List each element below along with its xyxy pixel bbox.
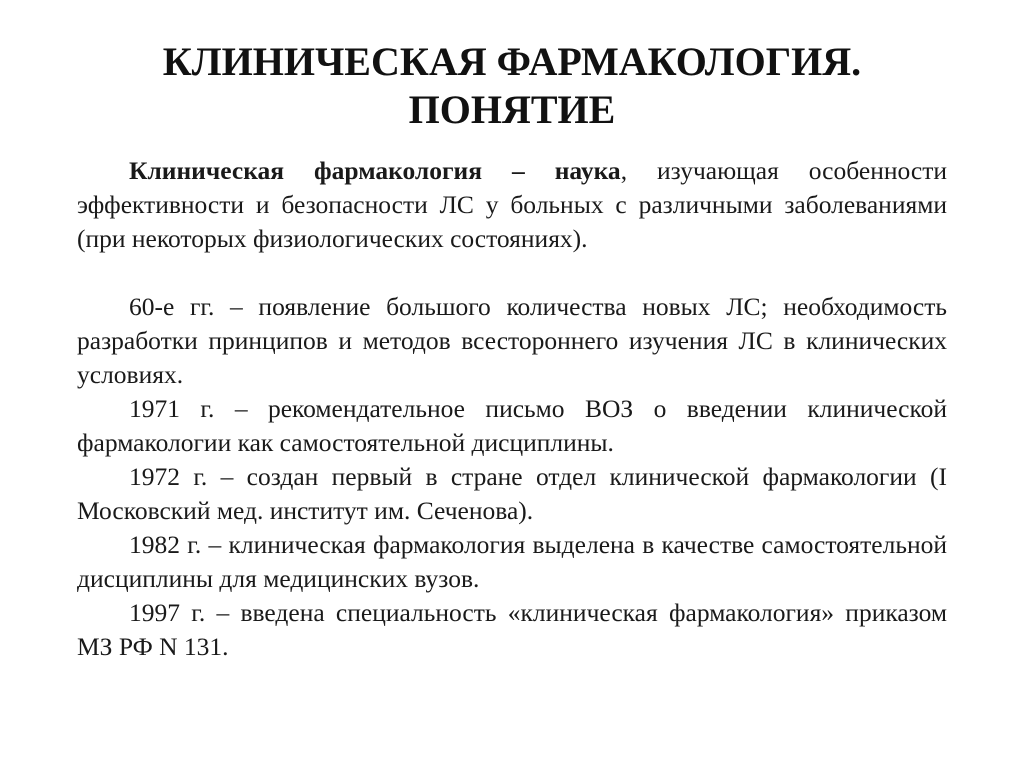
- definition-term: Клиническая фармакология: [129, 156, 483, 185]
- title-line-1: КЛИНИЧЕСКАЯ ФАРМАКОЛОГИЯ.: [162, 39, 862, 84]
- title-line-2: ПОНЯТИЕ: [408, 87, 616, 132]
- history-item-1997: 1997 г. – введена специальность «клиническая фармакология» приказом МЗ РФ N 131.: [77, 598, 947, 661]
- definition-dash: –: [482, 156, 555, 185]
- definition-text: , изучающая особенности эффективности и безопасности ЛС у больных с различными заболеваниями (при некоторых физиологических состояниях).: [77, 156, 947, 253]
- history-item-1960s: 60-е гг. – появление большого количества новых ЛС; необходимость разработки принципов и методов всестороннего изучения ЛС в клинических условиях.: [77, 292, 947, 389]
- paragraph-gap: [77, 256, 947, 290]
- history-item-1972: 1972 г. – создан первый в стране отдел клинической фармакологии (I Московский мед. институт им. Сеченова).: [77, 462, 947, 525]
- definition-kind: наука: [554, 156, 621, 185]
- slide-title: [0, 38, 1024, 134]
- slide-body: [77, 154, 947, 664]
- history-item-1982: 1982 г. – клиническая фармакология выделена в качестве самостоятельной дисциплины для медицинских вузов.: [77, 530, 947, 593]
- history-item-1971: 1971 г. – рекомендательное письмо ВОЗ о введении клинической фармакологии как самостоятельной дисциплины.: [77, 394, 947, 457]
- definition-paragraph: [77, 154, 947, 256]
